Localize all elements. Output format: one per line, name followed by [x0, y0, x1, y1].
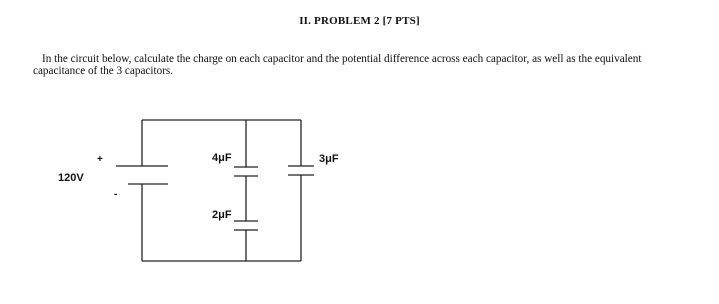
capacitor-3uf-label: 3μF	[319, 153, 339, 165]
problem-statement: In the circuit below, calculate the charge on each capacitor and the potential difference across each capacitor, as well as the equivalent capacitance of the 3 capacitors.	[33, 53, 642, 77]
problem-heading: II. PROBLEM 2 [7 PTS]	[299, 15, 420, 27]
capacitor-4uf-label: 4μF	[212, 152, 232, 164]
capacitor-3uf	[288, 166, 314, 175]
circuit-wires	[142, 120, 301, 261]
battery-voltage-label: 120V	[58, 172, 84, 184]
capacitor-2uf	[234, 221, 258, 230]
capacitor-2uf-label: 2μF	[212, 209, 232, 221]
battery-minus-sign: -	[114, 189, 118, 200]
capacitor-4uf	[234, 167, 258, 176]
battery-symbol	[116, 166, 168, 184]
battery-plus-sign: +	[97, 154, 103, 165]
